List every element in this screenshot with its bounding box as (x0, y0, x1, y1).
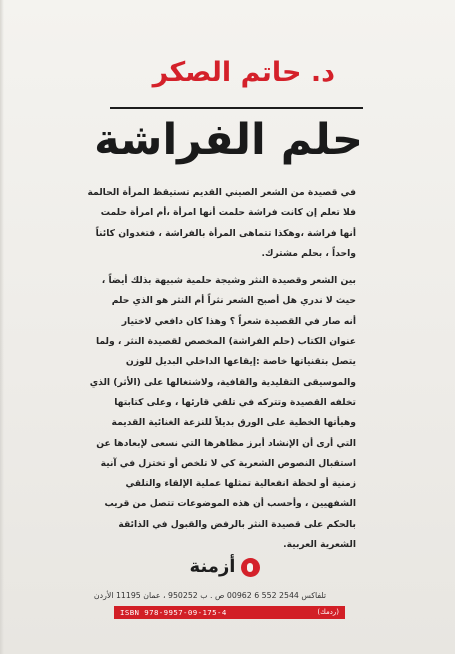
blurb-line: واحداً ، بحلم مشترك. (261, 247, 356, 259)
blurb-line: بين الشعر وقصيدة النثر وشيجة حلمية شبيهة بذلك أيضاً ، (101, 275, 356, 287)
isbn-bar (114, 606, 345, 619)
blurb-line: أنها فراشة ،وهكذا تتماهى المرأة بالفراشة ، فتغدوان كائناً (95, 227, 356, 239)
title-divider (110, 107, 363, 109)
book-title: حلم الفراشة (94, 115, 363, 165)
publisher-name: أزمنة (189, 556, 236, 577)
publisher-logo (175, 552, 275, 582)
blurb-line: يتصل بتقنياتها خاصة :إيقاعها الداخلي البديل للوزن (125, 356, 356, 368)
blurb-line: الشفهيين ، وأحسب أن هذه الموضوعات تتصل من قريب (104, 498, 356, 510)
blurb-line: أنه صار في القصيدة شعراً ؟ وهذا كان دافعي لاختيار (121, 315, 356, 327)
blurb-line: والموسيقى التقليدية والقافية، ولاشتغالها على (الأثر) الذي (89, 376, 356, 388)
blurb-line: عنوان الكتاب (حلم الفراشة) المخصص لقصيدة النثر ، ولما (95, 336, 356, 348)
blurb-line: بالحكم على قصيدة النثر بالرفض والقبول في الذائقة (118, 518, 356, 530)
blurb-line: استقبال النصوص الشعرية كي لا تلخص أو تختزل في آنية (100, 457, 356, 469)
blurb-line: التي أرى أن الإنشاد أبرز مظاهرها التي نسعى لإبعادها عن (96, 437, 356, 449)
blurb-line: في قصيدة من الشعر الصيني القديم تستيقظ المرأة الحالمة (87, 187, 356, 198)
blurb-line: زمنية أو لحظة انفعالية تمثلها عملية الإلقاء والتلقي (125, 478, 356, 490)
isbn-tag: (ردمك) (317, 608, 339, 616)
blurb-line: تخلفه القصيدة وتتركه في تلقي قارئها ، وعلى كتابتها (114, 396, 356, 408)
publisher-address: تلفاكس 2544 552 6 00962 ص . ب 950252 ، عمان 11195 الأردن (93, 591, 327, 600)
paragraph-gap (60, 264, 356, 271)
isbn-number: ISBN 978-9957-09-175-4 (120, 608, 227, 617)
blurb-text (60, 183, 356, 555)
author-name: د. حاتم الصكر (152, 57, 335, 88)
blurb-line: الشعرية العربية. (283, 539, 356, 551)
publisher-logo-icon (241, 558, 260, 577)
blurb-line: وهيأتها الخطية على الورق بديلاً للنزعة الغنائية القديمة (111, 417, 356, 429)
blurb-line: حيث لا ندري هل أصبح الشعر نثراً أم النثر هو الذي حلم (111, 295, 356, 307)
blurb-line: فلا تعلم إن كانت فراشة حلمت أنها امرأة ،أم امرأة حلمت (100, 207, 356, 219)
cover-edge-shadow (0, 0, 4, 654)
